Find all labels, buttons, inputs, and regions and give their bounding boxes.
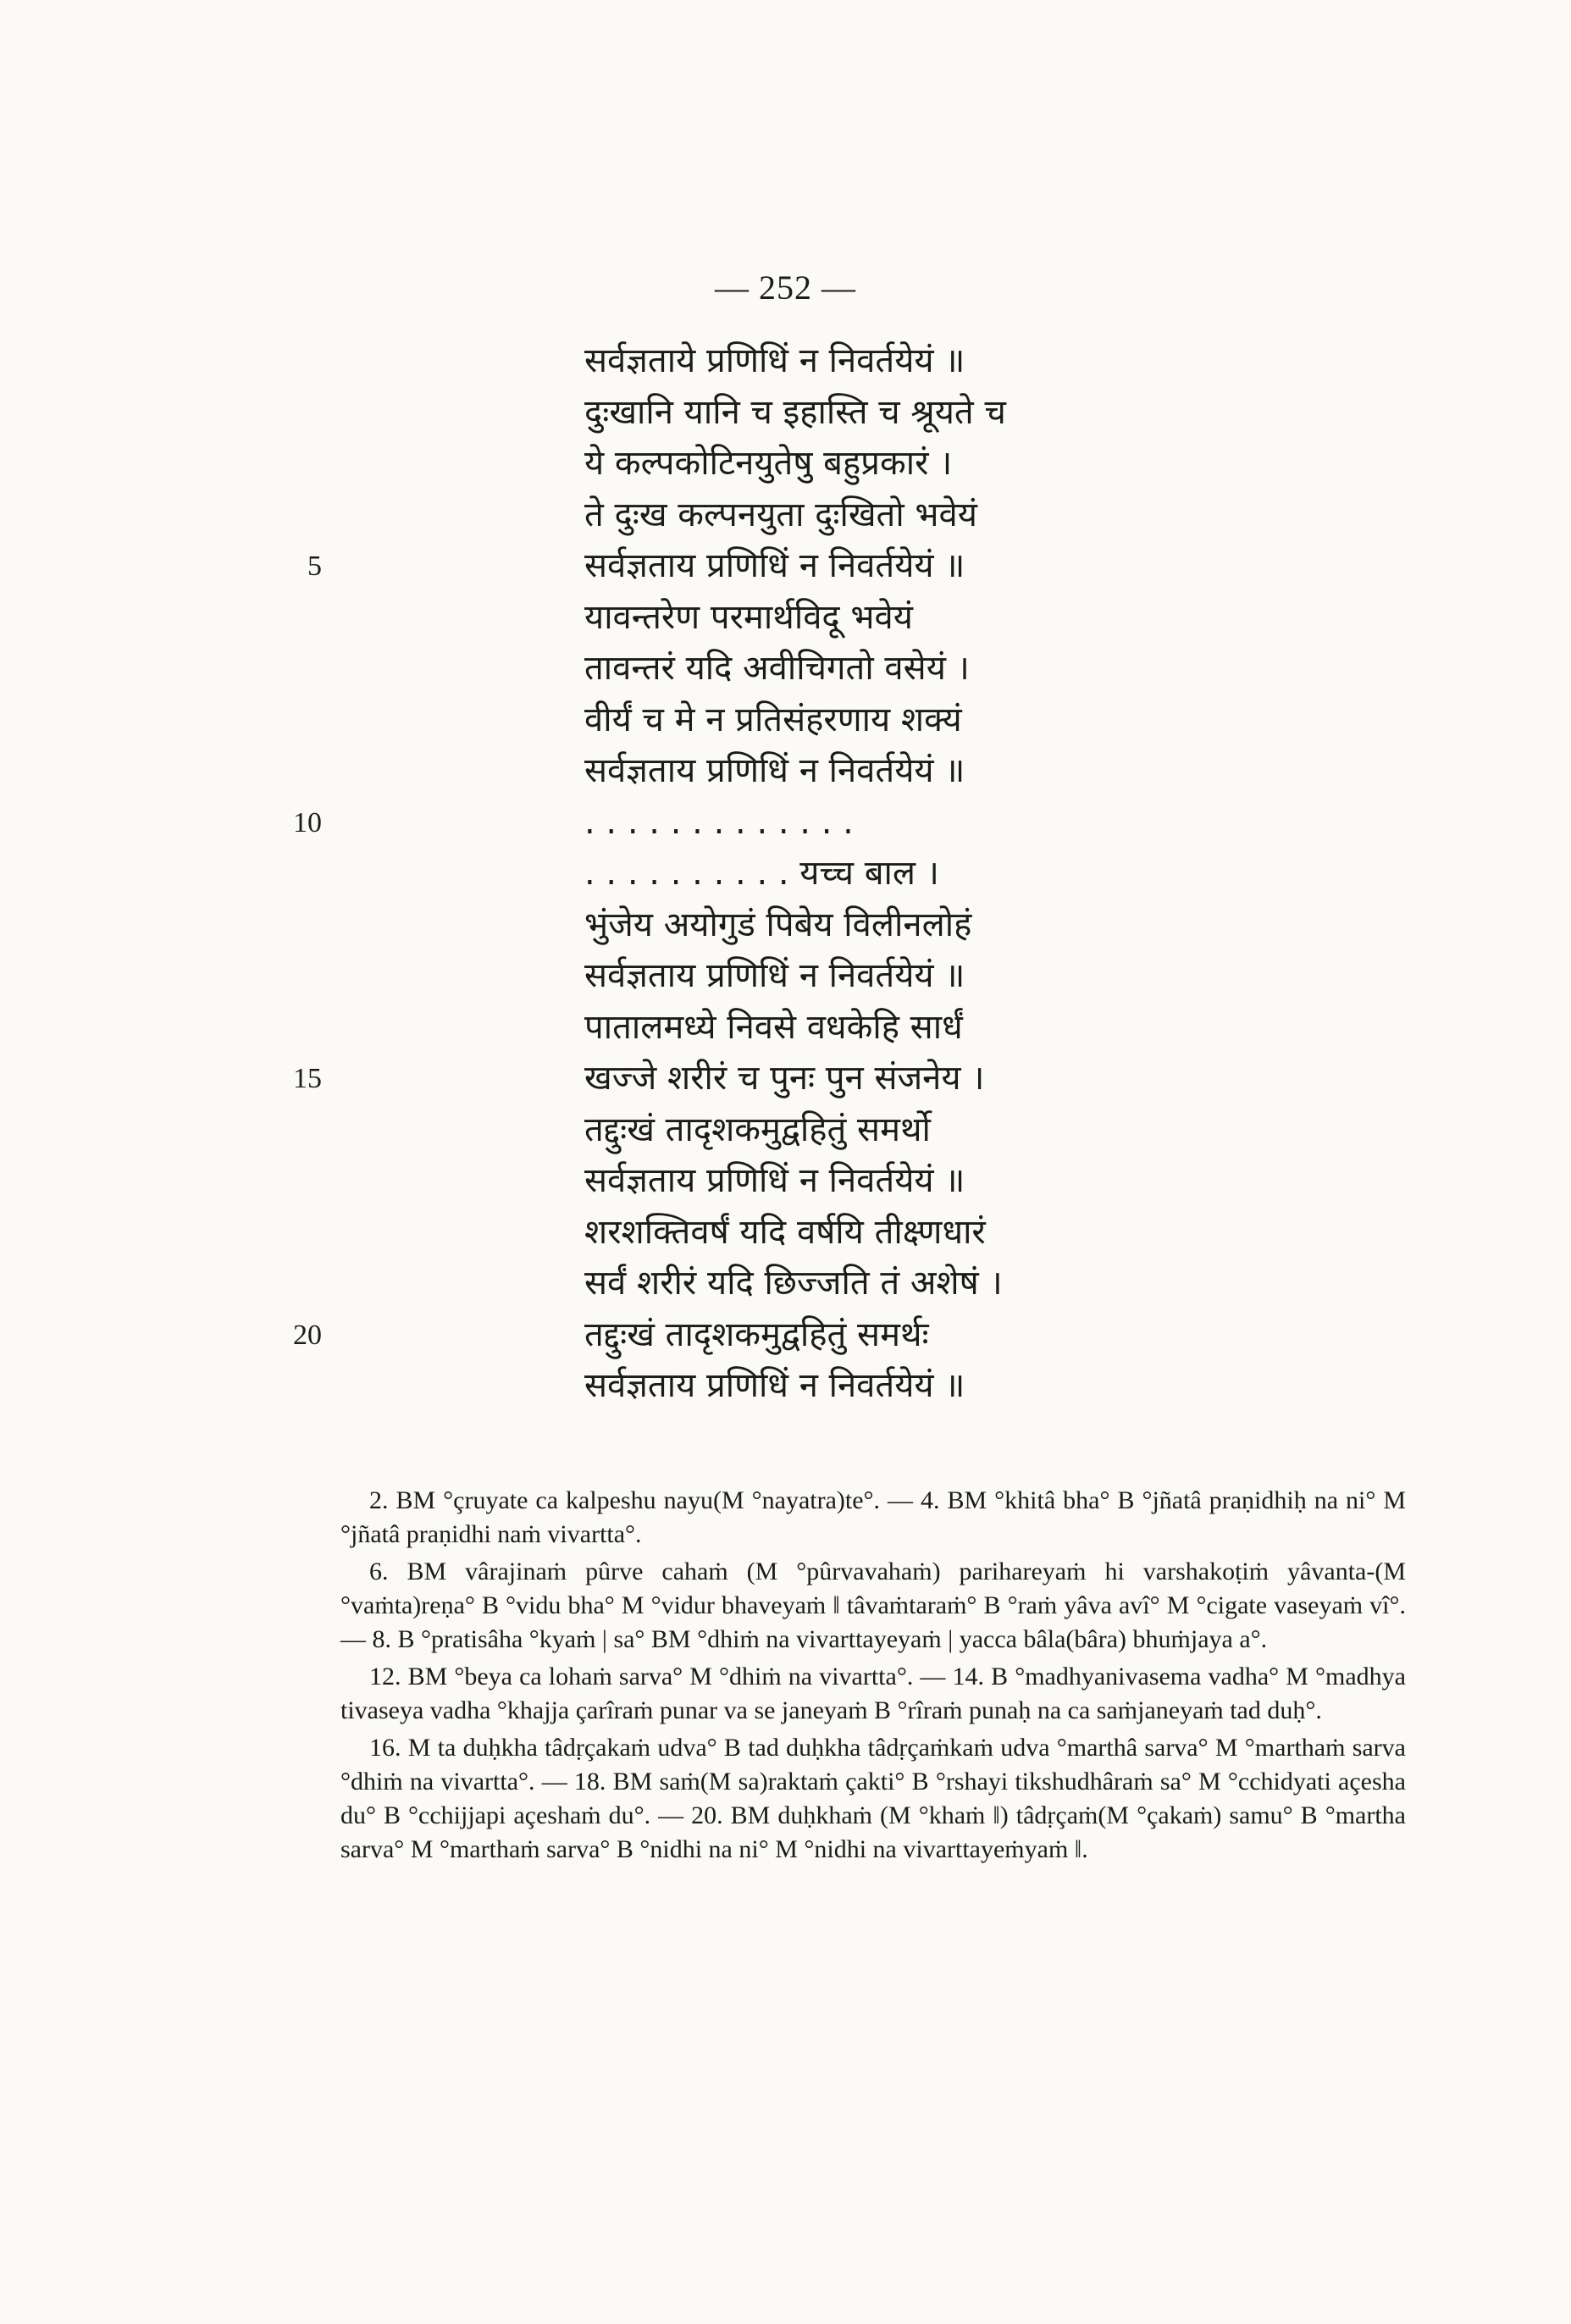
verse-block <box>584 335 1194 1412</box>
verse-line: . . . . . . . . . . यच्च बाल । <box>584 854 939 893</box>
verse-line: तद्दुःखं तादृशकमुद्वहितुं समर्थः <box>584 1314 929 1354</box>
verse-line: सर्वज्ञताये प्रणिधिं न निवर्तयेयं ॥ <box>584 341 965 380</box>
footnote: 16. M ta duḥkha tâdṛçakaṁ udva° B tad duḥkha tâdṛçaṁkaṁ udva °marthâ sarva° M °marthaṁ sarva °dhiṁ na vivartta°. — 18. BM saṁ(M sa)raktaṁ çakti° B °rshayi tikshudhâraṁ sa° M °cchidyati açesha du° B °cchijjapi açeshaṁ du°. — 20. BM duḥkhaṁ (M °khaṁ ‖) tâdṛçaṁ(M °çakaṁ) samu° B °martha sarva° M °marthaṁ sarva° B °nidhi na ni° M °nidhi na vivarttayeṁyaṁ ‖. <box>340 1734 1406 1863</box>
verse-line: सर्वज्ञताय प्रणिधिं न निवर्तयेयं ॥ <box>584 751 965 790</box>
footnotes <box>340 1484 1406 1870</box>
verse-line: यावन्तरेण परमार्थविदू भवेयं <box>584 597 913 637</box>
verse-line: ये कल्पकोटिनयुतेषु बहुप्रकारं । <box>584 444 953 483</box>
verse-line: तावन्तरं यदि अवीचिगतो वसेयं । <box>584 649 970 688</box>
verse-line: सर्वं शरीरं यदि छिज्जति तं अशेषं । <box>584 1264 1003 1303</box>
footnote: 2. BM °çruyate ca kalpeshu nayu(M °nayatra)te°. — 4. BM °khitâ bha° B °jñatâ praṇidhiḥ na ni° M °jñatâ praṇidhi naṁ vivartta°. <box>340 1486 1406 1548</box>
verse-line: खज्जे शरीरं च पुनः पुन संजनेय । <box>584 1059 985 1098</box>
verse-line: सर्वज्ञताय प्रणिधिं न निवर्तयेयं ॥ <box>584 1161 965 1200</box>
footnote: 6. BM vârajinaṁ pûrve cahaṁ (M °pûrvavahaṁ) parihareyaṁ hi varshakoṭiṁ yâvanta-(M °vaṁta)reṇa° B °vidu bha° M °vidur bhaveyaṁ ‖ tâvaṁtaraṁ° B °raṁ yâva avî° M °cigate vaseyaṁ vî°. — 8. B °pratisâha °kyaṁ | sa° BM °dhiṁ na vivarttayeyaṁ | yacca bâla(bâra) bhuṁjaya a°. <box>340 1558 1406 1653</box>
verse-line: पातालमध्ये निवसे वधकेहि सार्धं <box>584 1007 963 1047</box>
verse-line: दुःखानि यानि च इहास्ति च श्रूयते च <box>584 392 1006 432</box>
verse-line: सर्वज्ञताय प्रणिधिं न निवर्तयेयं ॥ <box>584 1366 965 1405</box>
verse-line: भुंजेय अयोगुडं पिबेय विलीनलोहं <box>584 905 972 944</box>
verse-line: वीर्यं च मे न प्रतिसंहरणाय शक्यं <box>584 700 962 739</box>
line-number: 5 <box>307 551 322 582</box>
verse-line: तद्दुःखं तादृशकमुद्वहितुं समर्थो <box>584 1109 931 1149</box>
verse-line: . . . . . . . . . . . . . <box>584 802 854 842</box>
line-number: 15 <box>293 1063 322 1094</box>
footnote: 12. BM °beya ca lohaṁ sarva° M °dhiṁ na vivartta°. — 14. B °madhyanivasema vadha° M °madhya tivaseya vadha °khajja çarîraṁ punar va se janeyaṁ B °rîraṁ punaḥ na ca saṁjaneyaṁ tad duḥ°. <box>340 1663 1406 1724</box>
line-number: 20 <box>293 1320 322 1351</box>
line-number: 10 <box>293 807 322 838</box>
verse-line: ते दुःख कल्पनयुता दुःखितो भवेयं <box>584 495 977 534</box>
verse-line: शरशक्तिवर्षं यदि वर्षयि तीक्ष्णधारं <box>584 1212 986 1252</box>
page-number: — 252 — <box>715 268 856 307</box>
verse-line: सर्वज्ञताय प्रणिधिं न निवर्तयेयं ॥ <box>584 956 965 995</box>
verse-line: सर्वज्ञताय प्रणिधिं न निवर्तयेयं ॥ <box>584 546 965 585</box>
